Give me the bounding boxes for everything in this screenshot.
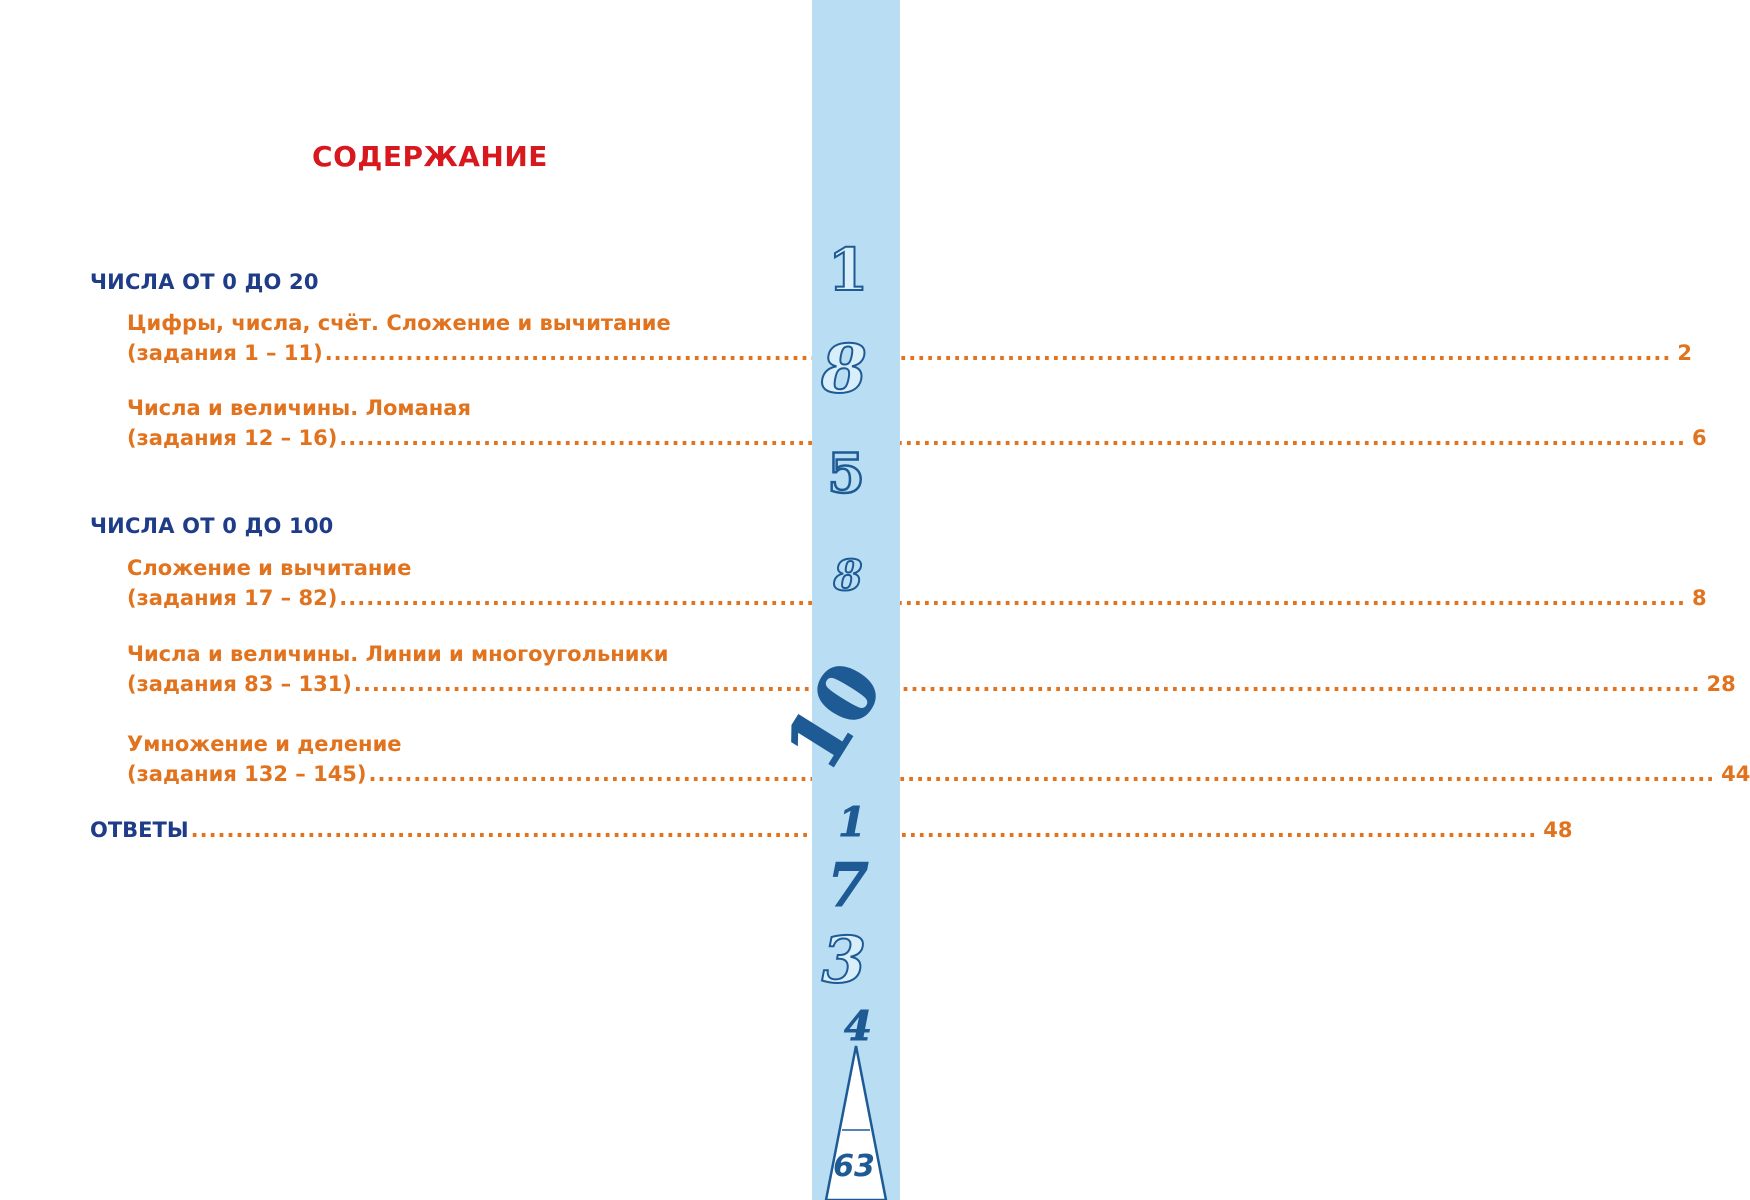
sidebar-digit: 8 [821, 330, 867, 408]
toc-entry[interactable] [127, 553, 1707, 613]
dot-leader [339, 583, 1686, 613]
toc-entry-page: 6 [1691, 426, 1707, 450]
sidebar-digit: 7 [827, 851, 869, 921]
answers-page: 48 [1543, 818, 1573, 842]
toc-entry[interactable] [127, 308, 1692, 368]
toc-entry-page: 44 [1721, 762, 1750, 786]
sidebar-digit: 1 [838, 799, 866, 846]
dot-leader [325, 338, 1672, 368]
answers-label: ОТВЕТЫ [90, 818, 189, 842]
toc-entry-page: 8 [1691, 586, 1707, 610]
toc-entry-range: (задания 83 – 131) [127, 672, 352, 696]
dot-leader [369, 759, 1716, 789]
toc-answers[interactable] [90, 818, 1573, 842]
toc-entry-page: 2 [1677, 341, 1692, 365]
toc-entry[interactable] [127, 393, 1707, 453]
toc-entry-title: Цифры, числа, счёт. Сложение и вычитание [127, 311, 671, 335]
sidebar-digit: 4 [844, 1003, 872, 1050]
toc-entry-range: (задания 12 – 16) [127, 426, 338, 450]
sidebar-digit: 1 [827, 236, 869, 304]
toc-entry[interactable] [127, 639, 1736, 699]
toc-entry-title: Числа и величины. Линии и многоугольники [127, 642, 669, 666]
decorative-sidebar [767, 0, 900, 1200]
page-number: 63 [833, 1149, 875, 1184]
page-title: СОДЕРЖАНИЕ [312, 140, 548, 173]
sidebar-artwork [767, 0, 900, 1200]
toc-entry-range: (задания 1 – 11) [127, 341, 323, 365]
dot-leader [354, 669, 1701, 699]
toc-entry-title: Умножение и деление [127, 732, 402, 756]
toc-entry-range: (задания 17 – 82) [127, 586, 338, 610]
sidebar-digit: 3 [821, 923, 867, 998]
dot-leader [339, 423, 1686, 453]
toc-entry-title: Числа и величины. Ломаная [127, 396, 471, 420]
toc-entry-page: 28 [1706, 672, 1736, 696]
section-heading-0-100: ЧИСЛА ОТ 0 ДО 100 [90, 514, 334, 538]
toc-entry-range: (задания 132 – 145) [127, 762, 367, 786]
toc-entry[interactable] [127, 729, 1750, 789]
sidebar-digit: 5 [827, 441, 865, 505]
sidebar-digit: 10 [767, 647, 900, 785]
sidebar-digit: 8 [833, 551, 863, 600]
toc-entry-title: Сложение и вычитание [127, 556, 412, 580]
section-heading-0-20: ЧИСЛА ОТ 0 ДО 20 [90, 270, 319, 294]
